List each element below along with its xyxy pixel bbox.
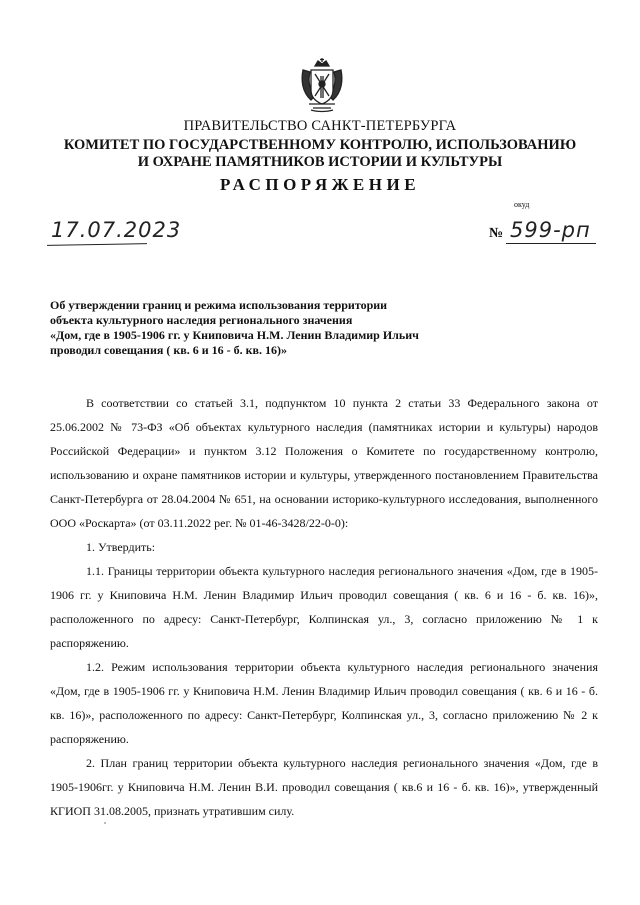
committee-name xyxy=(0,137,640,171)
preamble-paragraph: В соответствии со статьей 3.1, подпунктом 10 пункта 2 статьи 33 Федерального закона от 25.06.2002 № 73-ФЗ «Об объектах культурного наследия (памятниках истории и культуры) народов Российской Федерации» и пунктом 3.12 Положения о Комитете по государственному контролю, использованию и охране памятников истории и культуры, утвержденного постановлением Правительства Санкт-Петербурга от 28.04.2004 № 651, на основании историко-культурного исследования, выполненного ООО «Роскарта» (от 03.11.2022 рег. № 01-46-3428/22-0-0): xyxy=(50,396,598,530)
subject-line: «Дом, где в 1905-1906 гг. у Книповича Н.М. Ленин Владимир Ильич xyxy=(50,328,419,342)
document-body xyxy=(50,391,598,823)
item-1-1-paragraph: 1.1. Границы территории объекта культурного наследия регионального значения «Дом, где в 1905-1906 гг. у Книповича Н.М. Ленин Владимир Ильич проводил совещания ( кв. 6 и 16 - б. кв. 16)», расположенного по адресу: Санкт-Петербург, Колпинская ул., 3, согласно приложению № 1 к распоряжению. xyxy=(50,564,598,650)
subject-line: объекта культурного наследия регионального значения xyxy=(50,313,353,327)
okud-label: окуд xyxy=(514,200,530,209)
government-name: ПРАВИТЕЛЬСТВО САНКТ-ПЕТЕРБУРГА xyxy=(183,118,457,134)
document-type-title: РАСПОРЯЖЕНИЕ xyxy=(219,175,421,194)
item-2-paragraph: 2. План границ территории объекта культурного наследия регионального значения «Дом, где в 1905-1906гг. у Книповича Н.М. Ленин В.И. проводил совещания ( кв.6 и 16 - б. кв. 16)», утвержденный КГИОП 31.08.2005, признать утратившим силу. xyxy=(50,756,598,818)
document-number: 599-рп xyxy=(510,218,591,242)
number-underline xyxy=(506,243,596,244)
document-subject xyxy=(50,298,470,358)
item-1-paragraph: 1. Утвердить: xyxy=(86,540,156,554)
date-underline xyxy=(47,243,147,246)
committee-name-line2: И ОХРАНЕ ПАМЯТНИКОВ ИСТОРИИ И КУЛЬТУРЫ xyxy=(137,154,503,170)
committee-name-line1: КОМИТЕТ ПО ГОСУДАРСТВЕННОМУ КОНТРОЛЮ, ИСПОЛЬЗОВАНИЮ xyxy=(63,137,577,153)
number-label: № xyxy=(489,226,504,241)
subject-line: проводил совещания ( кв. 6 и 16 - б. кв. 16)» xyxy=(50,343,288,357)
document-date: 17.07.2023 xyxy=(51,218,182,242)
coat-of-arms-icon xyxy=(299,56,345,114)
scan-speck xyxy=(104,822,106,824)
item-1-2-paragraph: 1.2. Режим использования территории объекта культурного наследия регионального значения «Дом, где в 1905-1906 гг. у Книповича Н.М. Ленин Владимир Ильич проводил совещания ( кв. 6 и 16 - б. кв. 16)», расположенного по адресу: Санкт-Петербург, Колпинская ул., 3, согласно приложению № 2 к распоряжению. xyxy=(50,660,598,746)
subject-line: Об утверждении границ и режима использования территории xyxy=(50,298,388,312)
